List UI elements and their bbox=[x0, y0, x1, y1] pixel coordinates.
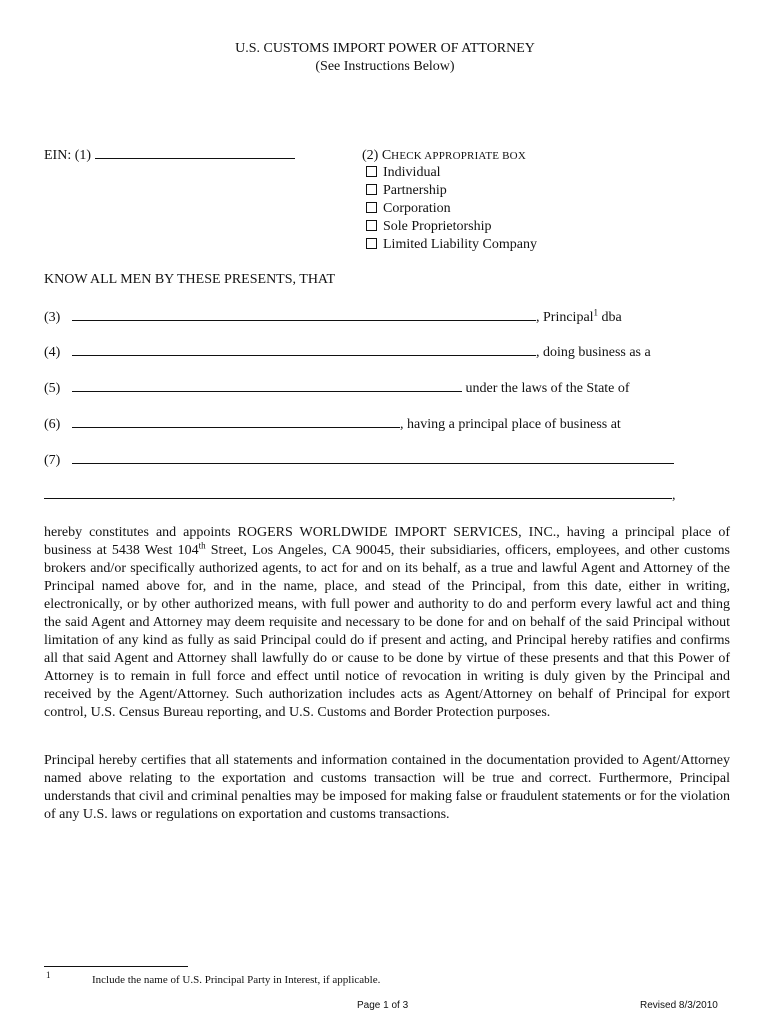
field-3-suffix: , Principal bbox=[536, 310, 594, 325]
option-label: Partnership bbox=[383, 183, 447, 198]
field-7-input-line[interactable] bbox=[72, 451, 674, 464]
field-number: (7) bbox=[44, 453, 61, 468]
know-all-heading: KNOW ALL MEN BY THESE PRESENTS, THAT bbox=[44, 272, 336, 287]
field-3-suffix-dba: dba bbox=[598, 310, 622, 325]
field-4 bbox=[44, 343, 651, 361]
field-5-suffix: under the laws of the State of bbox=[462, 381, 630, 396]
field-6 bbox=[44, 415, 621, 433]
option-partnership[interactable] bbox=[366, 182, 447, 200]
document-subtitle: (See Instructions Below) bbox=[315, 59, 455, 74]
field-7-continued-suffix: , bbox=[672, 488, 676, 503]
option-individual[interactable] bbox=[366, 164, 441, 182]
option-sole-proprietorship[interactable] bbox=[366, 218, 492, 236]
ein-field bbox=[44, 146, 295, 164]
field-5 bbox=[44, 379, 630, 397]
field-7-continued bbox=[44, 486, 676, 504]
ein-input-line[interactable] bbox=[95, 146, 295, 159]
footnote-ref: 1 bbox=[593, 307, 599, 318]
option-label: Individual bbox=[383, 165, 441, 180]
page-number: Page 1 of 3 bbox=[357, 1000, 409, 1011]
check-heading-initial: C bbox=[381, 148, 392, 163]
checkbox-icon[interactable] bbox=[366, 238, 377, 249]
ein-number: (1) bbox=[74, 148, 92, 163]
footnote-text: Include the name of U.S. Principal Party in Interest, if applicable. bbox=[92, 974, 381, 986]
checkbox-icon[interactable] bbox=[366, 202, 377, 213]
certification-paragraph: Principal hereby certifies that all statements and information contained in the documentation provided to Agent/Attorney named above relating to the exportation and customs transaction will be true and correct. Furthermore, Principal understands that civil and criminal penalties may be imposed for making false or fraudulent statements or for the violation of any U.S. laws or regulations on exportation and customs transactions. bbox=[44, 753, 730, 822]
check-section-number: (2) bbox=[362, 148, 379, 163]
field-7 bbox=[44, 451, 674, 469]
field-4-input-line[interactable] bbox=[72, 343, 536, 356]
field-number: (3) bbox=[44, 310, 61, 325]
document-title: U.S. CUSTOMS IMPORT POWER OF ATTORNEY bbox=[235, 41, 535, 56]
appointment-text-2: Street, Los Angeles, CA 90045, their subsidiaries, officers, employees, and other customs brokers and/or specifically authorized agents, to act for and on its behalf, as a true and lawful Agent and Attorney of the Principal named above for, and in the name, place, and stead of the Principal, from this date, either in writing, electronically, or by other authorized means, with full power and authority to do and perform every lawful act and thing the said Agent and Attorney may deem requisite and necessary to be done for and on behalf of the said Principal without limitation of any kind as fully as said Principal could do if present and acting, and Principal hereby ratifies and confirms all that said Agent and Attorney shall lawfully do or cause to be done by virtue of these presents and that this Power of Attorney is to remain in full force and effect until notice of revocation in writing is duly given by the Principal and received by the Agent/Attorney. Such authorization includes acts as Agent/Attorney on behalf of Principal for export control, U.S. Census Bureau reporting, and U.S. Customs and Border Protection purposes. bbox=[44, 543, 730, 720]
option-corporation[interactable] bbox=[366, 200, 451, 218]
field-3-input-line[interactable] bbox=[72, 308, 536, 321]
revised-date: Revised 8/3/2010 bbox=[640, 1000, 718, 1011]
field-number: (5) bbox=[44, 381, 61, 396]
option-label: Corporation bbox=[383, 201, 451, 216]
field-3 bbox=[44, 308, 622, 326]
field-number: (6) bbox=[44, 417, 61, 432]
field-6-input-line[interactable] bbox=[72, 415, 400, 428]
ordinal-suffix: th bbox=[198, 540, 206, 551]
option-label: Sole Proprietorship bbox=[383, 219, 492, 234]
checkbox-icon[interactable] bbox=[366, 166, 377, 177]
option-label: Limited Liability Company bbox=[383, 237, 537, 252]
field-7-continued-input-line[interactable] bbox=[44, 486, 672, 499]
field-number: (4) bbox=[44, 345, 61, 360]
field-6-suffix: , having a principal place of business at bbox=[400, 417, 621, 432]
footnote-divider bbox=[44, 966, 188, 967]
check-heading-rest: HECK APPROPRIATE BOX bbox=[391, 150, 526, 162]
appointment-text-1: hereby constitutes and appoints ROGERS WORLDWIDE IMPORT SERVICES, INC., having a principal place of business at 5438 West 104 bbox=[44, 525, 730, 558]
option-llc[interactable] bbox=[366, 236, 537, 254]
appointment-paragraph bbox=[44, 524, 730, 722]
field-4-suffix: , doing business as a bbox=[536, 345, 651, 360]
checkbox-icon[interactable] bbox=[366, 220, 377, 231]
check-box-heading bbox=[362, 148, 526, 164]
ein-label: EIN: bbox=[44, 148, 72, 163]
field-5-input-line[interactable] bbox=[72, 379, 462, 392]
checkbox-icon[interactable] bbox=[366, 184, 377, 195]
footnote-mark: 1 bbox=[46, 970, 51, 980]
